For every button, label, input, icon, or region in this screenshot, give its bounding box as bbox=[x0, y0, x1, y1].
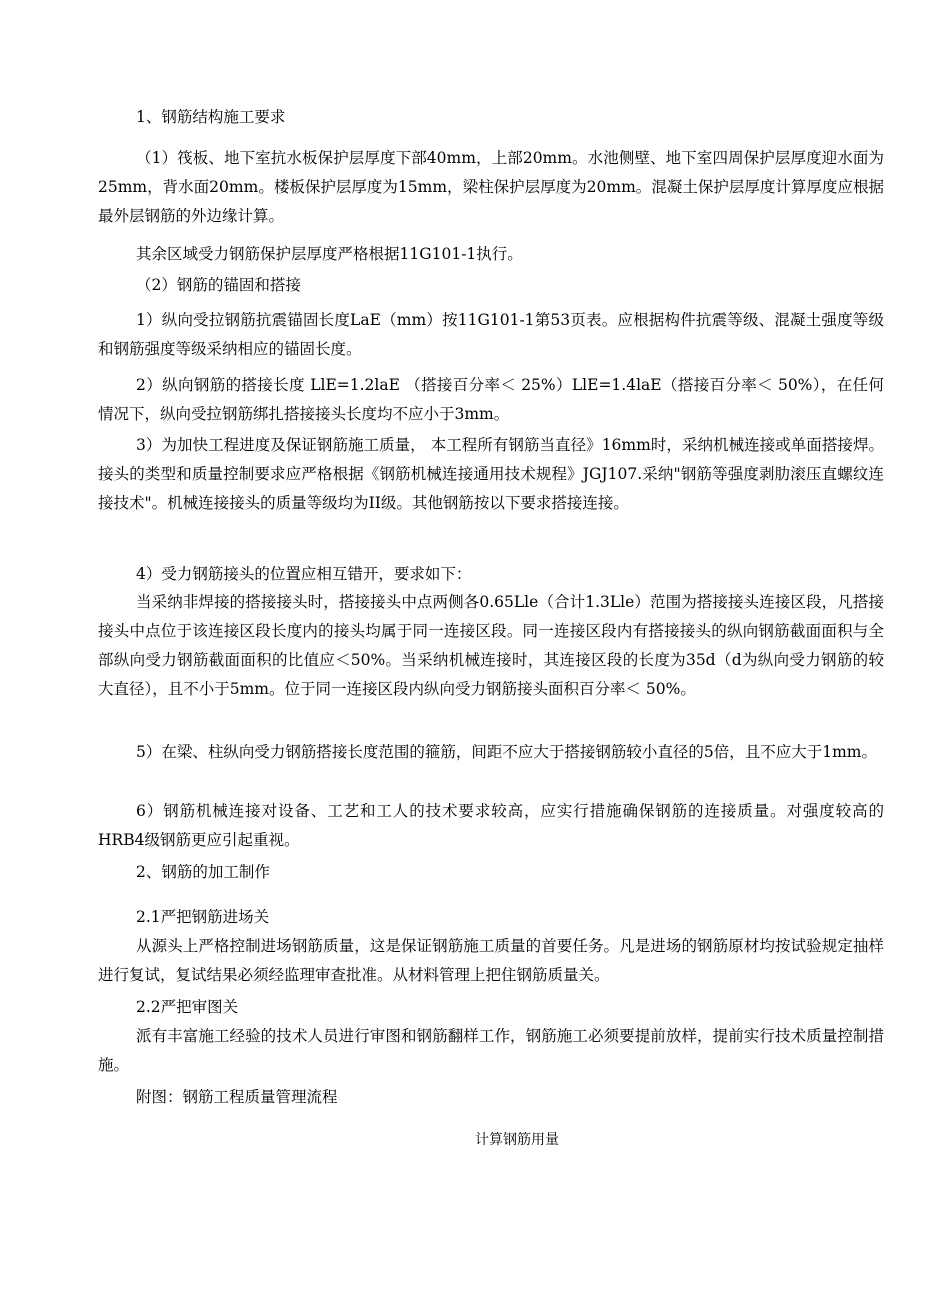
subsection-2-2-title: 2.2严把审图关 bbox=[136, 998, 239, 1016]
subheading-anchorage-lap: （2）钢筋的锚固和搭接 bbox=[136, 276, 301, 294]
section-heading-1: 1、钢筋结构施工要求 bbox=[136, 108, 286, 126]
flowchart-step-calc-rebar: 计算钢筋用量 bbox=[475, 1132, 559, 1148]
subsection-2-1-body: 从源头上严格控制进场钢筋质量，这是保证钢筋施工质量的首要任务。凡是进场的钢筋原材均按试验规定抽样进行复试，复试结果必须经监理审查批准。从材料管理上把住钢筋质量关。 bbox=[98, 937, 884, 984]
list-item-5: 5）在梁、柱纵向受力钢筋搭接长度范围的箍筋，间距不应大于搭接钢筋较小直径的5倍，且不应大于1mm。 bbox=[136, 743, 877, 761]
appendix-caption: 附图：钢筋工程质量管理流程 bbox=[136, 1088, 338, 1106]
list-item-1: 1）纵向受拉钢筋抗震锚固长度LaE（mm）按11G101-1第53页表。应根据构件抗震等级、混凝土强度等级和钢筋强度等级采纳相应的锚固长度。 bbox=[98, 311, 884, 358]
subsection-2-1-title: 2.1严把钢筋进场关 bbox=[136, 908, 270, 926]
subsection-2-2-body: 派有丰富施工经验的技术人员进行审图和钢筋翻样工作，钢筋施工必须要提前放样，提前实行技术质量控制措施。 bbox=[98, 1027, 884, 1074]
paragraph-cover-thickness: （1）筏板、地下室抗水板保护层厚度下部40mm，上部20mm。水池侧壁、地下室四周保护层厚度迎水面为25mm，背水面20mm。楼板保护层厚度为15mm，梁柱保护层厚度为20mm。混凝土保护层厚度计算厚度应根据最外层钢筋的外边缘计算。 bbox=[98, 149, 884, 225]
list-item-2: 2）纵向钢筋的搭接长度 LlE=1.2laE （搭接百分率＜ 25%）LlE=1.4laE（搭接百分率＜ 50%），在任何情况下，纵向受拉钢筋绑扎搭接接头长度均不应小于3mm。 bbox=[98, 376, 884, 423]
list-item-3: 3）为加快工程进度及保证钢筋施工质量， 本工程所有钢筋当直径》16mm时，采纳机械连接或单面搭接焊。接头的类型和质量控制要求应严格根据《钢筋机械连接通用技术规程》JGJ107.采纳"钢筋等强度剥肋滚压直螺纹连接技术"。机械连接接头的质量等级均为II级。其他钢筋按以下要求搭接连接。 bbox=[98, 436, 884, 512]
section-heading-2: 2、钢筋的加工制作 bbox=[136, 863, 270, 881]
list-item-4: 4）受力钢筋接头的位置应相互错开，要求如下： bbox=[136, 565, 472, 583]
list-item-4-body: 当采纳非焊接的搭接接头时，搭接接头中点两侧各0.65Lle（合计1.3Lle）范围为搭接接头连接区段，凡搭接接头中点位于该连接区段长度内的接头均属于同一连接区段。同一连接区段内有搭接接头的纵向钢筋截面面积与全部纵向受力钢筋截面面积的比值应＜50%。当采纳机械连接时，其连接区段的长度为35d（d为纵向受力钢筋的较大直径），且不小于5mm。位于同一连接区段内纵向受力钢筋接头面积百分率＜ 50%。 bbox=[98, 593, 884, 698]
list-item-6: 6）钢筋机械连接对设备、工艺和工人的技术要求较高，应实行措施确保钢筋的连接质量。对强度较高的HRB4级钢筋更应引起重视。 bbox=[98, 802, 884, 849]
paragraph-other-areas: 其余区域受力钢筋保护层厚度严格根据11G101-1执行。 bbox=[136, 245, 523, 263]
